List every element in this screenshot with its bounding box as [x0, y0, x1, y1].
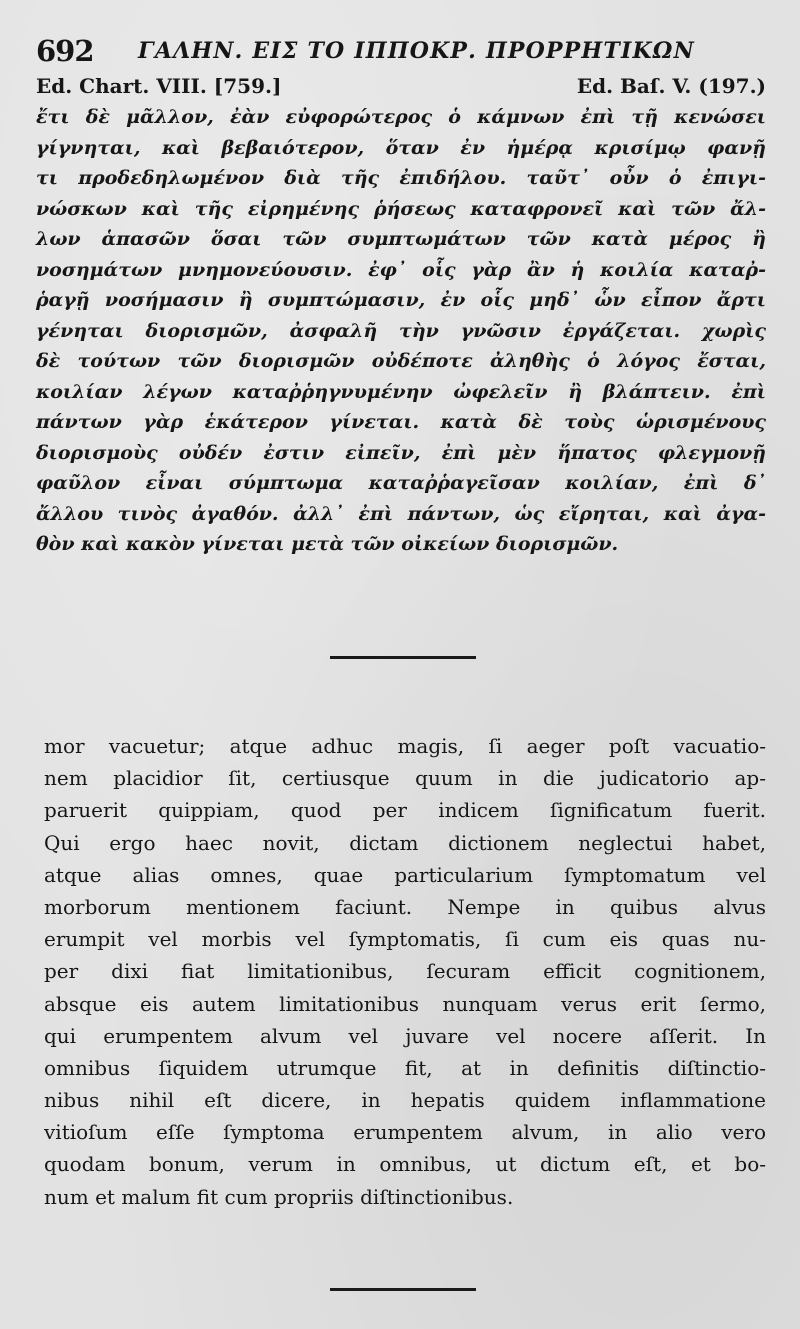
greek-line: γένηται διορισμῶν, ἀσφαλῆ τὴν γνῶσιν ἐργάζεται. χωρὶς: [36, 319, 766, 342]
page-number: 692: [36, 34, 94, 68]
greek-line: ῥαγῇ νοσήμασιν ἢ συμπτώμασιν, ἐν οἷς μηδ᾽ ὧν εἶπον ἄρτι: [36, 289, 766, 311]
greek-line: ἔτι δὲ μᾶλλον, ἐὰν εὐφορώτερος ὁ κάμνων ἐπὶ τῇ κενώσει: [36, 106, 766, 128]
greek-line: δὲ τούτων τῶν διορισμῶν οὐδέποτε ἀληθὴς ὁ λόγος ἔσται,: [36, 350, 766, 372]
latin-line: omnibus ſiquidem utrumque fit, at in definitis diſtinctio-: [44, 1055, 766, 1080]
greek-line: κοιλίαν λέγων καταῤῥηγνυμένην ὠφελεῖν ἢ βλάπτειν. ἐπὶ: [36, 380, 766, 403]
latin-line: Qui ergo haec novit, dictam dictionem neglectui habet,: [44, 830, 766, 855]
edition-reference-chartier: Ed. Chart. VIII. [759.]: [36, 74, 282, 98]
greek-line: φαῦλον εἶναι σύμπτωμα καταῤῥαγεῖσαν κοιλίαν, ἐπὶ δ᾽: [36, 472, 766, 494]
latin-line: quodam bonum, verum in omnibus, ut dictum eſt, et bo-: [44, 1152, 766, 1177]
latin-line: per dixi fiat limitationibus, ſecuram efficit cognitionem,: [44, 959, 766, 984]
running-head: [36, 32, 766, 68]
footer-rule: [330, 1288, 476, 1291]
latin-line: atque alias omnes, quae particularium ſymptomatum vel: [44, 862, 766, 887]
latin-line: mor vacuetur; atque adhuc magis, ſi aeger poſt vacuatio-: [44, 734, 766, 758]
greek-line: νώσκων καὶ τῆς εἰρημένης ῥήσεως καταφρονεῖ καὶ τῶν ἄλ-: [36, 197, 766, 220]
latin-text-block: [44, 730, 766, 1213]
edition-reference-basel: Ed. Baſ. V. (197.): [576, 74, 766, 98]
edition-reference-line: [36, 74, 766, 102]
latin-line: absque eis autem limitationibus nunquam verus erit ſermo,: [44, 991, 766, 1016]
latin-line: erumpit vel morbis vel ſymptomatis, ſi cum eis quas nu-: [44, 927, 766, 952]
greek-line: τι προδεδηλωμένον διὰ τῆς ἐπιδήλου. ταῦτ᾽ οὖν ὁ ἐπιγι-: [36, 167, 766, 189]
latin-line: morborum mentionem faciunt. Nempe in quibus alvus: [44, 894, 766, 919]
greek-line: πάντων γὰρ ἑκάτερον γίνεται. κατὰ δὲ τοὺς ὡρισμένους: [36, 411, 766, 433]
latin-line: qui erumpentem alvum vel juvare vel nocere aſſerit. In: [44, 1023, 766, 1048]
section-divider-rule: [330, 656, 476, 659]
latin-line: num et malum fit cum propriis diſtinctionibus.: [44, 1184, 514, 1209]
latin-line: vitioſum eſſe ſymptoma erumpentem alvum, in alio vero: [44, 1120, 766, 1145]
latin-line: nem placidior ſit, certiusque quum in die judicatorio ap-: [44, 766, 766, 791]
latin-line: paruerit quippiam, quod per indicem ſignificatum fuerit.: [44, 798, 766, 823]
greek-line: γίγνηται, καὶ βεβαιότερον, ὅταν ἐν ἡμέρᾳ κρισίμῳ φανῇ: [36, 136, 766, 159]
latin-line: nibus nihil eſt dicere, in hepatis quidem inflammatione: [44, 1088, 766, 1113]
greek-line: νοσημάτων μνημονεύουσιν. ἐφ᾽ οἷς γὰρ ἂν ἡ κοιλία καταῤ-: [36, 258, 766, 281]
greek-line: θὸν καὶ κακὸν γίνεται μετὰ τῶν οἰκείων διορισμῶν.: [36, 533, 619, 555]
greek-text-block: [36, 102, 766, 560]
greek-line: διορισμοὺς οὐδέν ἐστιν εἰπεῖν, ἐπὶ μὲν ἥπατος φλεγμονῇ: [36, 441, 766, 464]
greek-line: ἄλλου τινὸς ἀγαθόν. ἀλλ᾽ ἐπὶ πάντων, ὡς εἴρηται, καὶ ἀγα-: [36, 502, 766, 525]
running-title: ΓΑΛΗΝ. ΕΙΣ ΤΟ ΙΠΠΟΚΡ. ΠΡΟΡΡΗΤΙΚΩΝ: [138, 38, 695, 64]
greek-line: λων ἁπασῶν ὅσαι τῶν συμπτωμάτων τῶν κατὰ μέρος ἢ: [36, 228, 766, 250]
